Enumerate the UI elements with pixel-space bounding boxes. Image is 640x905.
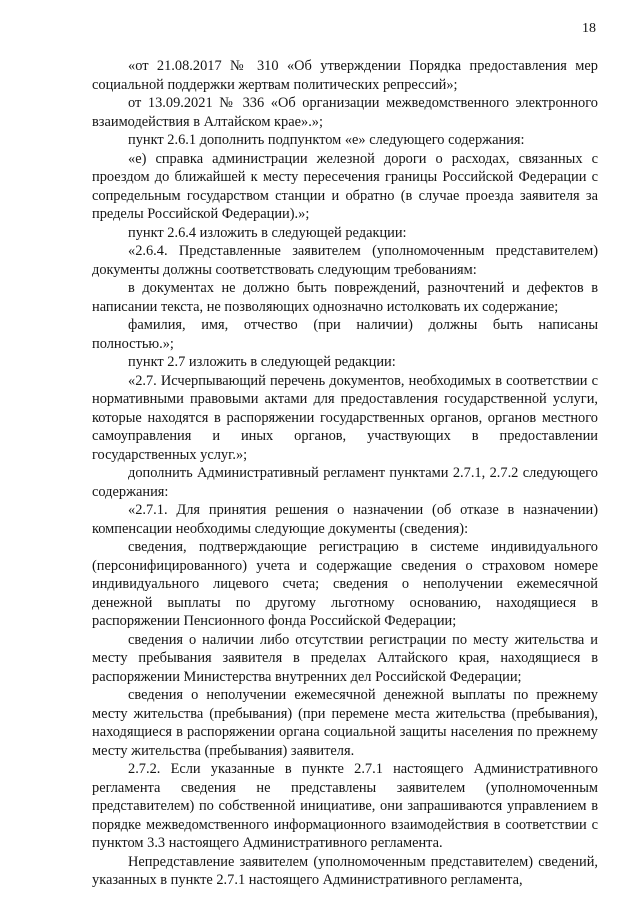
paragraph: пункт 2.6.1 дополнить подпунктом «е» следующего содержания: xyxy=(128,132,525,148)
page-number: 18 xyxy=(582,21,596,36)
paragraph: сведения о наличии либо отсутствии регистрации по месту жительства и месту пребывания заявителя в пределах Алтайского края, находящиеся в распоряжении Министерства внутренних дел Российской Федерации; xyxy=(92,631,598,685)
paragraph: Непредставление заявителем (уполномоченным представителем) сведений, указанных в пункте 2.7.1 настоящего Административного регламента, xyxy=(92,853,598,888)
paragraph: 2.7.2. Если указанные в пункте 2.7.1 настоящего Административного регламента сведения не представлены заявителем (уполномоченным представителем) по собственной инициативе, они запрашиваются управлением в порядке межведомственного информационного взаимодействия в соответствии с пунктом 3.3 настоящего Административного регламента. xyxy=(92,761,598,851)
paragraph: «2.7.1. Для принятия решения о назначении (об отказе в назначении) компенсации необходимы следующие документы (сведения): xyxy=(92,502,598,537)
paragraph: от 13.09.2021 № 336 «Об организации межведомственного электронного взаимодействия в Алтайском крае».»; xyxy=(92,95,598,130)
paragraph: «от 21.08.2017 № 310 «Об утверждении Порядка предоставления мер социальной поддержки жертвам политических репрессий»; xyxy=(92,58,598,93)
paragraph: «е) справка администрации железной дороги о расходах, связанных с проездом до ближайшей к месту пересечения границы Российской Федерации с сопредельным государством станции и обратно (в случае проезда заявителя за пределы Российской Федерации).»; xyxy=(92,150,598,222)
paragraph: пункт 2.7 изложить в следующей редакции: xyxy=(128,354,396,370)
document-body xyxy=(92,57,598,890)
paragraph: сведения, подтверждающие регистрацию в системе индивидуального (персонифицированного) учета и содержащие сведения о страховом номере индивидуального лицевого счета; сведения о неполучении ежемесячной денежной выплаты по другому льготному основанию, находящиеся в распоряжении Пенсионного фонда Российской Федерации; xyxy=(92,539,598,629)
paragraph: «2.6.4. Представленные заявителем (уполномоченным представителем) документы должны соответствовать следующим требованиям: xyxy=(92,243,598,278)
paragraph: фамилия, имя, отчество (при наличии) должны быть написаны полностью.»; xyxy=(92,317,598,352)
paragraph: дополнить Административный регламент пунктами 2.7.1, 2.7.2 следующего содержания: xyxy=(92,465,598,500)
paragraph: «2.7. Исчерпывающий перечень документов, необходимых в соответствии с нормативными правовыми актами для предоставления государственной услуги, которые находятся в распоряжении государственных органов, органов местного самоуправления и иных органов, участвующих в предоставлении государственных услуг.»; xyxy=(92,372,598,463)
paragraph: в документах не должно быть повреждений, разночтений и дефектов в написании текста, не позволяющих однозначно истолковать их содержание; xyxy=(92,280,598,315)
paragraph: сведения о неполучении ежемесячной денежной выплаты по прежнему месту жительства (пребывания) (при перемене места жительства (пребывания), находящиеся в распоряжении органа социальной защиты населения по прежнему месту жительства (пребывания) заявителя. xyxy=(92,687,598,759)
paragraph: пункт 2.6.4 изложить в следующей редакции: xyxy=(128,224,407,241)
